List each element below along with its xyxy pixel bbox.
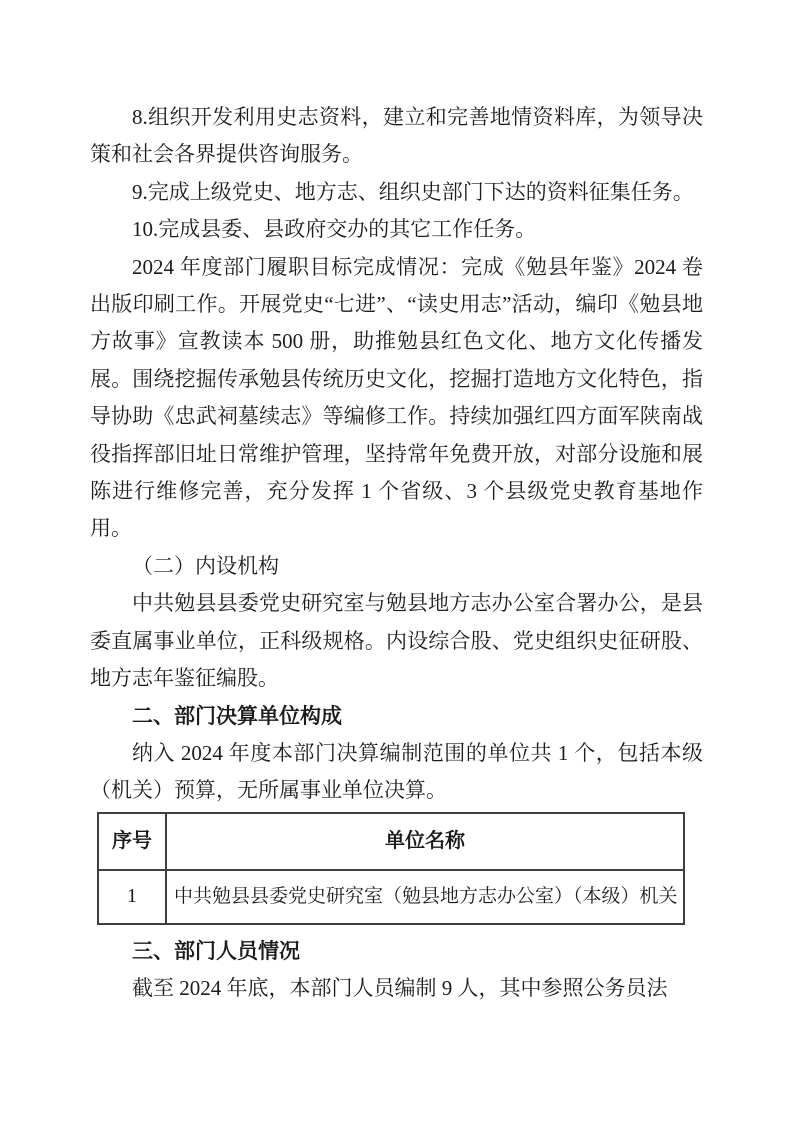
- paragraph-duty-8: 8.组织开发利用史志资料，建立和完善地情资料库，为领导决策和社会各界提供咨询服务。: [90, 105, 703, 167]
- paragraph-personnel: 截至 2024 年底，本部门人员编制 9 人，其中参照公务员法: [132, 976, 668, 1001]
- table-header-row: [98, 813, 684, 870]
- paragraph-duty-9: 9.完成上级党史、地方志、组织史部门下达的资料征集任务。: [132, 179, 694, 204]
- paragraph-2024-performance: 2024 年度部门履职目标完成情况：完成《勉县年鉴》2024 卷出版印刷工作。开展党史“七进”、“读史用志”活动，编印《勉县地方故事》宣教读本 500 册，助推勉县红色文化、地方文化传播发展。围绕挖掘传承勉县传统历史文化，挖掘打造地方文化特色，指导协助《忠武祠墓续志》等编修工作。持续加强红四方面军陕南战役指挥部旧址日常维护管理，坚持常年免费开放，对部分设施和展陈进行维修完善，充分发挥 1 个省级、3 个县级党史教育基地作用。: [90, 254, 703, 541]
- heading-section-2-budget-units: 二、部门决算单位构成: [132, 704, 342, 728]
- table-row: [98, 870, 684, 924]
- table-cell-seq: 1: [98, 870, 166, 924]
- heading-section-3-personnel: 三、部门人员情况: [132, 939, 300, 963]
- budget-units-table: [97, 812, 685, 925]
- table-header-seq: 序号: [98, 813, 166, 870]
- paragraph-internal-organs: 中共勉县县委党史研究室与勉县地方志办公室合署办公，是县委直属事业单位，正科级规格。内设综合股、党史组织史征研股、地方志年鉴征编股。: [90, 591, 703, 691]
- table-cell-unit-name: 中共勉县县委党史研究室（勉县地方志办公室）（本级）机关: [166, 870, 684, 924]
- paragraph-budget-units: 纳入 2024 年度本部门决算编制范围的单位共 1 个，包括本级（机关）预算，无所属事业单位决算。: [90, 740, 703, 803]
- table-header-unit-name: 单位名称: [166, 813, 684, 870]
- subheading-internal-organs: （二）内设机构: [132, 553, 279, 578]
- paragraph-duty-10: 10.完成县委、县政府交办的其它工作任务。: [132, 217, 537, 242]
